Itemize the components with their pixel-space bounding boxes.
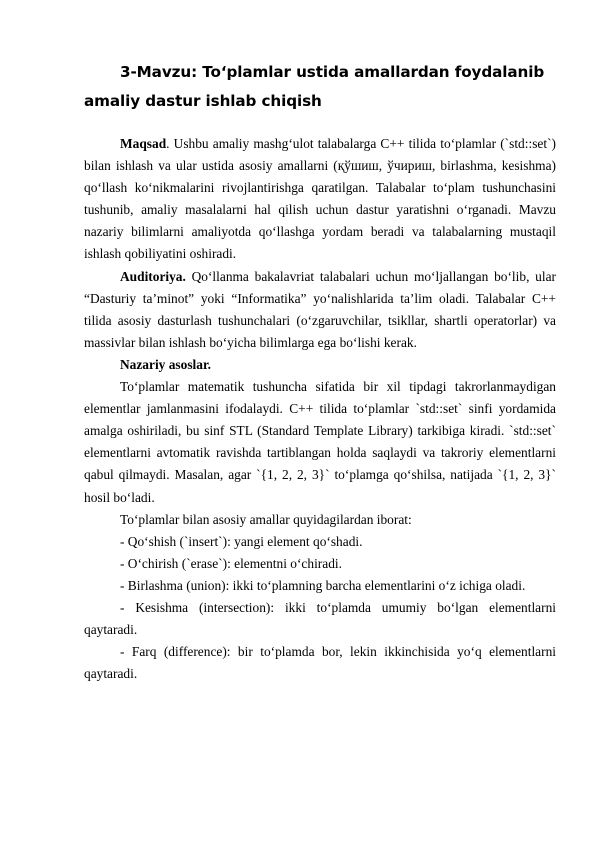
maqsad-text: . Ushbu amaliy mashg‘ulot talabalarga C++ tilida to‘plamlar (`std::set`) bilan ishlash va ular ustida asosiy amallarni (қўшиш, ўчириш, birlashma, kesishma) qo‘llash ko‘nikmalarini rivojlantirishga qaratilgan. Talabalar to‘plam tushunchasini tushunib, amaliy masalalarni hal qilish uchun dastur yaratishni o‘rganadi. Mavzu nazariy bilimlarni amaliyotda qo‘llashga yordam beradi va talabalarning mustaqil ishlash qobiliyatini oshiradi. — [84, 136, 556, 262]
list-item: - Kesishma (intersection): ikki to‘plamda umumiy bo‘lgan elementlarni qaytaradi. — [84, 599, 556, 638]
list-item: - Farq (difference): bir to‘plamda bor, lekin ikkinchisida yo‘q elementlarni qaytaradi. — [84, 644, 556, 682]
theory-paragraph-2: To‘plamlar bilan asosiy amallar quyidagilardan iborat: — [120, 511, 412, 527]
list-item: - Qo‘shish (`insert`): yangi element qo‘shadi. — [120, 533, 363, 549]
nazariy-heading — [84, 354, 556, 376]
auditoriya-text: Qo‘llanma bakalavriat talabalari uchun mo‘ljallangan bo‘lib, ular “Dasturiy ta’minot” yoki “Informatika” yo‘nalishlarida ta’lim oladi. Talabalar C++ tilida asosiy dasturlash tushunchalari (o‘zgaruvchilar, tsikllar, shartli operatorlar) va massivlar bilan ishlash bo‘yicha bilimlarga ega bo‘lishi kerak. — [84, 268, 556, 350]
list-item: - Birlashma (union): ikki to‘plamning barcha elementlarini o‘z ichiga oladi. — [120, 577, 526, 593]
title-line-2: amaliy dastur ishlab chiqish — [84, 92, 322, 110]
title-line-1: 3-Mavzu: To‘plamlar ustida amallardan foydalanib — [120, 63, 545, 81]
page-title — [84, 58, 556, 116]
document-page — [84, 58, 556, 685]
theory-paragraph-1: To‘plamlar matematik tushuncha sifatida bir xil tipdagi takrorlanmaydigan elementlar jamlanmasini ifodalaydi. C++ tilida to‘plamlar `std::set` sinfi yordamida amalga oshiriladi, bu sinf STL (Standard Template Library) tarkibiga kiradi. `std::set` elementlarni avtomatik ravishda tartiblangan holda saqlaydi va takroriy elementlarni qabul qilmaydi. Masalan, agar `{1, 2, 2, 3}` to‘plamga qo‘shilsa, natijada `{1, 2, 3}` hosil bo‘ladi. — [84, 379, 556, 505]
maqsad-paragraph — [84, 133, 556, 266]
list-item: - O‘chirish (`erase`): elementni o‘chiradi. — [120, 555, 342, 571]
auditoriya-paragraph — [84, 266, 556, 354]
maqsad-label: Maqsad — [120, 136, 167, 151]
nazariy-label: Nazariy asoslar. — [120, 356, 212, 372]
auditoriya-label: Auditoriya. — [120, 268, 186, 284]
